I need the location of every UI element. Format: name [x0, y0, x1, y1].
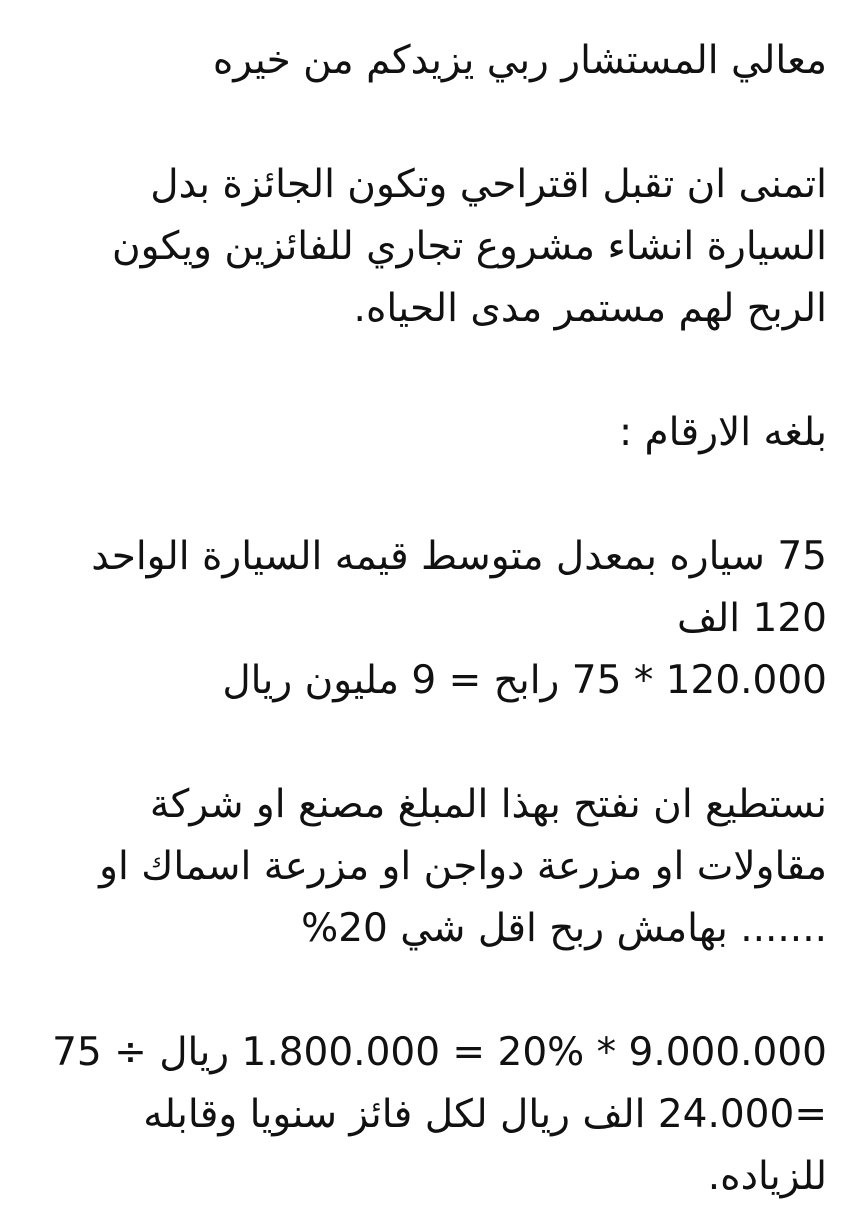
- projects-line-3: ....... بهامش ربح اقل شي 20%: [301, 906, 827, 951]
- projects-line-1: نستطيع ان نفتح بهذا المبلغ مصنع او شركة: [149, 782, 827, 827]
- proposal-line-3: الربح لهم مستمر مدى الحياه.: [353, 286, 827, 331]
- paragraph-gap: [44, 712, 827, 774]
- calculation-line-2: =24.000 الف ريال لكل فائز سنويا وقابله: [143, 1092, 827, 1137]
- greeting-paragraph: [44, 30, 827, 92]
- proposal-line-1: اتمنى ان تقبل اقتراحي وتكون الجائزة بدل: [150, 162, 827, 207]
- cars-line-3: 120.000 * 75 رابح = 9 مليون ريال: [222, 658, 827, 703]
- paragraph-gap: [44, 464, 827, 526]
- paragraph-gap: [44, 960, 827, 1022]
- paragraph-gap: [44, 340, 827, 402]
- proposal-paragraph: [44, 154, 827, 340]
- greeting-line: معالي المستشار ربي يزيدكم من خيره: [212, 38, 827, 83]
- calculation-line-3: للزياده.: [707, 1154, 827, 1199]
- numbers-heading-paragraph: [44, 402, 827, 464]
- cars-paragraph: [44, 526, 827, 712]
- projects-line-2: مقاولات او مزرعة دواجن او مزرعة اسماك او: [99, 844, 827, 889]
- cars-line-2: 120 الف: [677, 596, 827, 641]
- calculation-paragraph: [44, 1022, 827, 1208]
- numbers-heading: بلغه الارقام :: [618, 410, 827, 455]
- calculation-line-1: 9.000.000 * 20% = 1.800.000 ريال ÷ 75: [52, 1030, 827, 1075]
- paragraph-gap: [44, 92, 827, 154]
- projects-paragraph: [44, 774, 827, 960]
- cars-line-1: 75 سياره بمعدل متوسط قيمه السيارة الواحد: [91, 534, 827, 579]
- proposal-line-2: السيارة انشاء مشروع تجاري للفائزين ويكون: [111, 224, 827, 269]
